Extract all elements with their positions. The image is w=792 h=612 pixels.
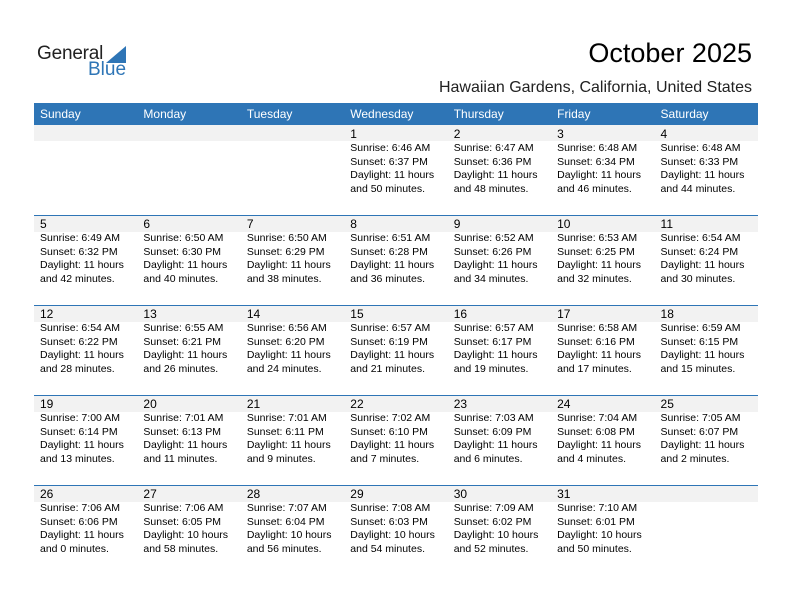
day-number: 29 bbox=[350, 487, 364, 501]
daylight-minutes-text: and 32 minutes. bbox=[557, 272, 632, 285]
sunrise-text: Sunrise: 6:49 AM bbox=[40, 232, 120, 244]
sunrise-text: Sunrise: 6:48 AM bbox=[660, 142, 741, 154]
sunrise-text: Sunrise: 7:09 AM bbox=[453, 502, 534, 514]
daylight-text: Daylight: 10 hours bbox=[350, 529, 435, 541]
daylight-minutes-text: and 58 minutes. bbox=[143, 542, 219, 555]
day-cell bbox=[448, 395, 551, 485]
daylight-minutes-text: and 19 minutes. bbox=[453, 362, 529, 375]
sunset-text: Sunset: 6:16 PM bbox=[557, 335, 635, 348]
day-cell bbox=[551, 125, 654, 215]
daylight-minutes-text: and 56 minutes. bbox=[246, 542, 322, 555]
day-cell bbox=[241, 395, 344, 485]
daylight-text: Daylight: 11 hours bbox=[557, 439, 641, 451]
sunset-text: Sunset: 6:22 PM bbox=[40, 335, 118, 348]
day-number: 21 bbox=[246, 397, 261, 411]
daylight-minutes-text: and 46 minutes. bbox=[557, 182, 632, 195]
weekday-sunday: Sunday bbox=[40, 107, 81, 121]
daylight-minutes-text: and 34 minutes. bbox=[453, 272, 529, 285]
daylight-text: Daylight: 11 hours bbox=[40, 259, 124, 271]
day-cell bbox=[34, 215, 137, 305]
weekday-thursday: Thursday bbox=[453, 107, 504, 121]
daylight-minutes-text: and 0 minutes. bbox=[40, 542, 109, 555]
day-cell bbox=[448, 485, 551, 575]
day-number: 19 bbox=[40, 397, 54, 411]
logo-general-text: General bbox=[37, 43, 104, 64]
day-number: 3 bbox=[557, 127, 564, 141]
sunset-text: Sunset: 6:08 PM bbox=[557, 425, 635, 438]
day-number: 18 bbox=[660, 307, 674, 321]
sunrise-text: Sunrise: 6:54 AM bbox=[660, 232, 741, 244]
day-cell bbox=[137, 305, 240, 395]
daylight-minutes-text: and 24 minutes. bbox=[246, 362, 322, 375]
daylight-minutes-text: and 15 minutes. bbox=[660, 362, 736, 375]
sunset-text: Sunset: 6:06 PM bbox=[40, 515, 118, 528]
weekday-header bbox=[34, 103, 758, 125]
day-number: 2 bbox=[453, 127, 461, 141]
sunrise-text: Sunrise: 6:59 AM bbox=[660, 322, 741, 334]
day-number: 28 bbox=[246, 487, 261, 501]
sunset-text: Sunset: 6:32 PM bbox=[40, 245, 118, 258]
sunrise-text: Sunrise: 6:51 AM bbox=[350, 232, 431, 244]
sunrise-text: Sunrise: 6:57 AM bbox=[350, 322, 431, 334]
day-number: 6 bbox=[143, 217, 151, 231]
daylight-text: Daylight: 11 hours bbox=[40, 439, 124, 451]
day-cell bbox=[137, 395, 240, 485]
day-cell bbox=[344, 305, 447, 395]
daylight-minutes-text: and 21 minutes. bbox=[350, 362, 425, 375]
day-cell bbox=[137, 485, 240, 575]
sunrise-text: Sunrise: 6:54 AM bbox=[40, 322, 120, 334]
sunset-text: Sunset: 6:30 PM bbox=[143, 245, 222, 258]
sunset-text: Sunset: 6:05 PM bbox=[143, 515, 222, 528]
sunrise-text: Sunrise: 6:53 AM bbox=[557, 232, 638, 244]
sunset-text: Sunset: 6:34 PM bbox=[557, 155, 635, 168]
sunset-text: Sunset: 6:21 PM bbox=[143, 335, 222, 348]
weekday-wednesday: Wednesday bbox=[350, 107, 414, 121]
location-subtitle: Hawaiian Gardens, California, United States bbox=[438, 79, 752, 96]
day-cell bbox=[34, 125, 137, 215]
day-cell bbox=[241, 215, 344, 305]
day-cell bbox=[448, 125, 551, 215]
day-number: 13 bbox=[143, 307, 157, 321]
daylight-text: Daylight: 10 hours bbox=[143, 529, 229, 541]
sunrise-text: Sunrise: 7:10 AM bbox=[557, 502, 638, 514]
sunset-text: Sunset: 6:11 PM bbox=[246, 425, 324, 438]
daylight-text: Daylight: 10 hours bbox=[557, 529, 642, 541]
day-number: 27 bbox=[143, 487, 157, 501]
day-number: 15 bbox=[350, 307, 364, 321]
sunrise-text: Sunrise: 7:02 AM bbox=[350, 412, 431, 424]
daylight-text: Daylight: 11 hours bbox=[453, 259, 538, 271]
sunset-text: Sunset: 6:24 PM bbox=[660, 245, 739, 258]
daylight-minutes-text: and 36 minutes. bbox=[350, 272, 425, 285]
daylight-text: Daylight: 11 hours bbox=[557, 349, 641, 361]
week-row bbox=[34, 395, 758, 485]
day-cell bbox=[137, 215, 240, 305]
daylight-text: Daylight: 11 hours bbox=[246, 439, 331, 451]
sunset-text: Sunset: 6:20 PM bbox=[246, 335, 325, 348]
day-number: 12 bbox=[40, 307, 54, 321]
weekday-friday: Friday bbox=[557, 107, 591, 121]
daylight-minutes-text: and 11 minutes. bbox=[143, 452, 218, 465]
page-title: October 2025 bbox=[588, 38, 752, 68]
day-cell bbox=[137, 125, 240, 215]
day-cell bbox=[241, 305, 344, 395]
sunrise-text: Sunrise: 7:08 AM bbox=[350, 502, 431, 514]
sunrise-text: Sunrise: 6:47 AM bbox=[453, 142, 534, 154]
sunset-text: Sunset: 6:07 PM bbox=[660, 425, 739, 438]
day-cell bbox=[655, 485, 758, 575]
logo bbox=[37, 43, 137, 83]
day-number bbox=[247, 126, 344, 142]
day-number: 17 bbox=[557, 307, 571, 321]
daylight-text: Daylight: 11 hours bbox=[660, 259, 745, 271]
daylight-minutes-text: and 6 minutes. bbox=[453, 452, 523, 465]
sunset-text: Sunset: 6:13 PM bbox=[143, 425, 222, 438]
sunrise-text: Sunrise: 6:48 AM bbox=[557, 142, 638, 154]
daylight-minutes-text: and 52 minutes. bbox=[453, 542, 529, 555]
day-number: 26 bbox=[40, 487, 54, 501]
weekday-tuesday: Tuesday bbox=[246, 107, 293, 121]
day-cell bbox=[448, 215, 551, 305]
daylight-minutes-text: and 9 minutes. bbox=[246, 452, 316, 465]
sunrise-text: Sunrise: 7:03 AM bbox=[453, 412, 534, 424]
day-cell bbox=[655, 125, 758, 215]
sunrise-text: Sunrise: 7:00 AM bbox=[40, 412, 120, 424]
day-number: 31 bbox=[557, 487, 571, 501]
day-number: 4 bbox=[660, 127, 668, 141]
sunset-text: Sunset: 6:37 PM bbox=[350, 155, 428, 168]
sunset-text: Sunset: 6:03 PM bbox=[350, 515, 428, 528]
daylight-minutes-text: and 42 minutes. bbox=[40, 272, 115, 285]
day-number: 22 bbox=[350, 397, 364, 411]
daylight-minutes-text: and 38 minutes. bbox=[246, 272, 322, 285]
sunset-text: Sunset: 6:26 PM bbox=[453, 245, 532, 258]
weekday-monday: Monday bbox=[143, 107, 187, 121]
sunset-text: Sunset: 6:25 PM bbox=[557, 245, 635, 258]
sunrise-text: Sunrise: 6:50 AM bbox=[246, 232, 327, 244]
daylight-text: Daylight: 11 hours bbox=[660, 169, 745, 181]
day-cell bbox=[655, 395, 758, 485]
daylight-minutes-text: and 50 minutes. bbox=[350, 182, 425, 195]
day-cell bbox=[241, 125, 344, 215]
sunrise-text: Sunrise: 6:56 AM bbox=[246, 322, 327, 334]
day-number: 24 bbox=[557, 397, 571, 411]
day-number: 14 bbox=[246, 307, 261, 321]
weekday-saturday: Saturday bbox=[660, 107, 709, 121]
daylight-minutes-text: and 26 minutes. bbox=[143, 362, 219, 375]
sunset-text: Sunset: 6:15 PM bbox=[660, 335, 739, 348]
daylight-text: Daylight: 11 hours bbox=[246, 349, 331, 361]
day-cell bbox=[551, 485, 654, 575]
sunset-text: Sunset: 6:29 PM bbox=[246, 245, 325, 258]
logo-blue-text: Blue bbox=[88, 59, 127, 80]
daylight-minutes-text: and 48 minutes. bbox=[453, 182, 529, 195]
daylight-text: Daylight: 11 hours bbox=[350, 169, 435, 181]
day-number: 10 bbox=[557, 217, 571, 231]
sunset-text: Sunset: 6:04 PM bbox=[246, 515, 325, 528]
sunset-text: Sunset: 6:09 PM bbox=[453, 425, 532, 438]
day-cell bbox=[448, 305, 551, 395]
day-number: 7 bbox=[246, 217, 254, 231]
daylight-minutes-text: and 17 minutes. bbox=[557, 362, 632, 375]
daylight-minutes-text: and 44 minutes. bbox=[660, 182, 736, 195]
daylight-text: Daylight: 11 hours bbox=[143, 439, 228, 451]
day-cell bbox=[344, 125, 447, 215]
daylight-text: Daylight: 11 hours bbox=[453, 169, 538, 181]
sunrise-text: Sunrise: 7:07 AM bbox=[246, 502, 327, 514]
day-number: 20 bbox=[143, 397, 157, 411]
day-number bbox=[143, 126, 240, 142]
day-number: 23 bbox=[453, 397, 468, 411]
sunrise-text: Sunrise: 7:01 AM bbox=[246, 412, 327, 424]
day-cell bbox=[344, 485, 447, 575]
sunrise-text: Sunrise: 7:01 AM bbox=[143, 412, 224, 424]
daylight-minutes-text: and 28 minutes. bbox=[40, 362, 115, 375]
daylight-text: Daylight: 11 hours bbox=[453, 439, 538, 451]
daylight-minutes-text: and 13 minutes. bbox=[40, 452, 115, 465]
daylight-text: Daylight: 10 hours bbox=[453, 529, 539, 541]
day-number bbox=[661, 486, 758, 502]
week-row bbox=[34, 215, 758, 305]
day-cell bbox=[344, 215, 447, 305]
day-cell bbox=[34, 305, 137, 395]
daylight-text: Daylight: 11 hours bbox=[660, 349, 745, 361]
sunset-text: Sunset: 6:17 PM bbox=[453, 335, 532, 348]
sunrise-text: Sunrise: 6:46 AM bbox=[350, 142, 431, 154]
daylight-minutes-text: and 40 minutes. bbox=[143, 272, 219, 285]
sunset-text: Sunset: 6:02 PM bbox=[453, 515, 532, 528]
sunrise-text: Sunrise: 6:58 AM bbox=[557, 322, 638, 334]
sunset-text: Sunset: 6:14 PM bbox=[40, 425, 118, 438]
daylight-text: Daylight: 11 hours bbox=[350, 439, 435, 451]
day-cell bbox=[34, 395, 137, 485]
day-number: 8 bbox=[350, 217, 357, 231]
day-number: 30 bbox=[453, 487, 468, 501]
day-cell bbox=[241, 485, 344, 575]
daylight-text: Daylight: 11 hours bbox=[40, 529, 124, 541]
daylight-text: Daylight: 11 hours bbox=[246, 259, 331, 271]
day-number: 5 bbox=[40, 217, 47, 231]
daylight-minutes-text: and 54 minutes. bbox=[350, 542, 425, 555]
daylight-text: Daylight: 10 hours bbox=[246, 529, 332, 541]
sunset-text: Sunset: 6:33 PM bbox=[660, 155, 739, 168]
daylight-minutes-text: and 2 minutes. bbox=[660, 452, 730, 465]
sunset-text: Sunset: 6:01 PM bbox=[557, 515, 635, 528]
sunrise-text: Sunrise: 6:57 AM bbox=[453, 322, 534, 334]
sunset-text: Sunset: 6:10 PM bbox=[350, 425, 428, 438]
day-number: 16 bbox=[453, 307, 468, 321]
sunset-text: Sunset: 6:28 PM bbox=[350, 245, 428, 258]
day-number bbox=[40, 126, 137, 142]
daylight-text: Daylight: 11 hours bbox=[40, 349, 124, 361]
daylight-minutes-text: and 4 minutes. bbox=[557, 452, 626, 465]
day-cell bbox=[551, 215, 654, 305]
sunset-text: Sunset: 6:19 PM bbox=[350, 335, 428, 348]
sunset-text: Sunset: 6:36 PM bbox=[453, 155, 532, 168]
daylight-minutes-text: and 30 minutes. bbox=[660, 272, 736, 285]
sunrise-text: Sunrise: 6:52 AM bbox=[453, 232, 534, 244]
daylight-text: Daylight: 11 hours bbox=[453, 349, 538, 361]
daylight-text: Daylight: 11 hours bbox=[143, 259, 228, 271]
sunrise-text: Sunrise: 7:05 AM bbox=[660, 412, 741, 424]
daylight-minutes-text: and 50 minutes. bbox=[557, 542, 632, 555]
sunrise-text: Sunrise: 6:50 AM bbox=[143, 232, 224, 244]
sunrise-text: Sunrise: 6:55 AM bbox=[143, 322, 224, 334]
day-number: 1 bbox=[350, 127, 357, 141]
week-row bbox=[34, 305, 758, 395]
day-cell bbox=[655, 305, 758, 395]
daylight-text: Daylight: 11 hours bbox=[143, 349, 228, 361]
day-number: 11 bbox=[660, 217, 673, 231]
day-cell bbox=[34, 485, 137, 575]
sunrise-text: Sunrise: 7:06 AM bbox=[40, 502, 120, 514]
day-number: 9 bbox=[453, 217, 461, 231]
sunrise-text: Sunrise: 7:04 AM bbox=[557, 412, 638, 424]
day-cell bbox=[551, 305, 654, 395]
day-number: 25 bbox=[660, 397, 674, 411]
day-cell bbox=[551, 395, 654, 485]
day-cell bbox=[344, 395, 447, 485]
daylight-text: Daylight: 11 hours bbox=[660, 439, 745, 451]
daylight-text: Daylight: 11 hours bbox=[350, 349, 435, 361]
week-row bbox=[34, 485, 758, 575]
day-cell bbox=[655, 215, 758, 305]
daylight-text: Daylight: 11 hours bbox=[350, 259, 435, 271]
daylight-text: Daylight: 11 hours bbox=[557, 259, 641, 271]
week-row bbox=[34, 125, 758, 215]
sunrise-text: Sunrise: 7:06 AM bbox=[143, 502, 224, 514]
daylight-text: Daylight: 11 hours bbox=[557, 169, 641, 181]
daylight-minutes-text: and 7 minutes. bbox=[350, 452, 420, 465]
